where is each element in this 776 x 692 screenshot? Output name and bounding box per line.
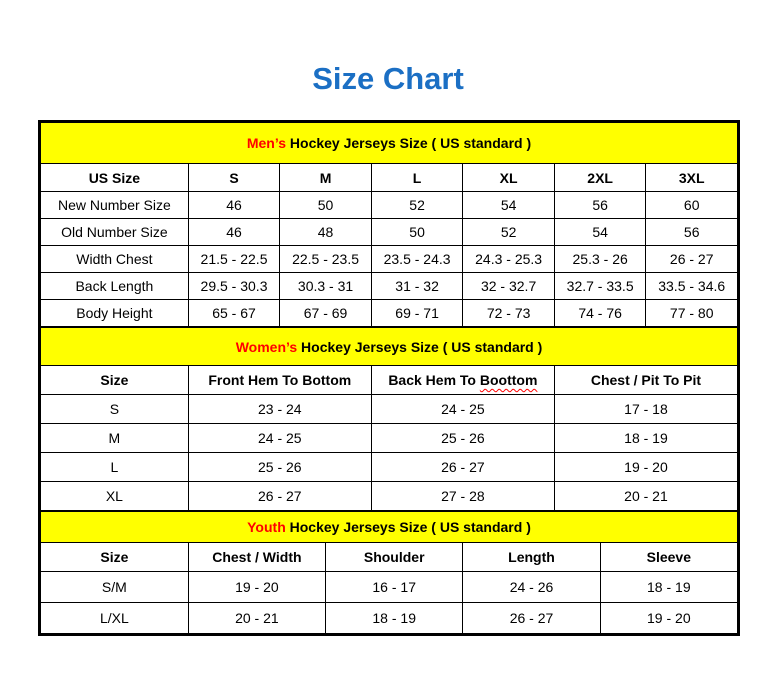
- women-section-banner: [41, 328, 738, 366]
- men-section-banner: [41, 123, 738, 164]
- youth-column-header: Length: [463, 543, 600, 572]
- men-table-row: [41, 219, 738, 246]
- women-size-cell: 25 - 26: [371, 424, 554, 453]
- women-size-cell: 20 - 21: [554, 482, 737, 511]
- misspelled-word: Boottom: [479, 372, 538, 388]
- women-row-label: XL: [41, 482, 189, 511]
- header-text: Back Hem To: [388, 372, 480, 388]
- men-banner-text: Hockey Jerseys Size ( US standard ): [286, 135, 532, 151]
- youth-row-label: S/M: [41, 572, 189, 603]
- men-size-cell: 67 - 69: [280, 300, 372, 327]
- youth-table-row: [41, 572, 738, 603]
- women-banner-text: Hockey Jerseys Size ( US standard ): [297, 338, 543, 355]
- men-size-cell: 56: [554, 192, 646, 219]
- men-size-cell: 22.5 - 23.5: [280, 246, 372, 273]
- women-size-cell: 18 - 19: [554, 424, 737, 453]
- youth-section-banner: [41, 512, 738, 543]
- women-column-header: Size: [41, 366, 189, 395]
- women-table-row: [41, 424, 738, 453]
- men-column-header: 2XL: [554, 164, 646, 192]
- women-size-cell: 23 - 24: [188, 395, 371, 424]
- youth-size-cell: 19 - 20: [188, 572, 325, 603]
- men-size-cell: 72 - 73: [463, 300, 555, 327]
- mens-size-table: [40, 122, 738, 327]
- men-size-cell: 48: [280, 219, 372, 246]
- women-table-row: [41, 395, 738, 424]
- youth-column-header: Shoulder: [326, 543, 463, 572]
- men-size-cell: 32 - 32.7: [463, 273, 555, 300]
- youth-table-row: [41, 603, 738, 634]
- women-row-label: L: [41, 453, 189, 482]
- women-row-label: S: [41, 395, 189, 424]
- youth-size-table: [40, 511, 738, 634]
- women-row-label: M: [41, 424, 189, 453]
- men-table-row: [41, 246, 738, 273]
- women-table-row: [41, 453, 738, 482]
- youth-banner-text: Hockey Jerseys Size ( US standard ): [285, 519, 531, 535]
- men-row-label: Old Number Size: [41, 219, 189, 246]
- men-column-header: M: [280, 164, 372, 192]
- youth-column-header: Sleeve: [600, 543, 737, 572]
- page-title: Size Chart: [312, 61, 464, 96]
- men-size-cell: 26 - 27: [646, 246, 738, 273]
- youth-size-cell: 24 - 26: [463, 572, 600, 603]
- women-column-header: [371, 366, 554, 395]
- youth-size-cell: 18 - 19: [600, 572, 737, 603]
- men-size-cell: 60: [646, 192, 738, 219]
- women-size-cell: 26 - 27: [188, 482, 371, 511]
- women-size-cell: 19 - 20: [554, 453, 737, 482]
- men-size-cell: 29.5 - 30.3: [188, 273, 280, 300]
- women-table-row: [41, 482, 738, 511]
- youth-size-cell: 26 - 27: [463, 603, 600, 634]
- men-size-cell: 33.5 - 34.6: [646, 273, 738, 300]
- men-size-cell: 74 - 76: [554, 300, 646, 327]
- men-size-cell: 21.5 - 22.5: [188, 246, 280, 273]
- youth-size-cell: 20 - 21: [188, 603, 325, 634]
- men-size-cell: 50: [280, 192, 372, 219]
- women-size-cell: 27 - 28: [371, 482, 554, 511]
- men-row-label: Width Chest: [41, 246, 189, 273]
- men-size-cell: 23.5 - 24.3: [371, 246, 463, 273]
- men-column-header: 3XL: [646, 164, 738, 192]
- women-column-header: Chest / Pit To Pit: [554, 366, 737, 395]
- youth-size-cell: 19 - 20: [600, 603, 737, 634]
- men-column-header: L: [371, 164, 463, 192]
- men-column-header: US Size: [41, 164, 189, 192]
- men-size-cell: 56: [646, 219, 738, 246]
- men-row-label: Back Length: [41, 273, 189, 300]
- women-size-cell: 24 - 25: [371, 395, 554, 424]
- women-banner-highlight: Women’s: [235, 338, 298, 355]
- men-size-cell: 54: [463, 192, 555, 219]
- men-size-cell: 52: [371, 192, 463, 219]
- men-size-cell: 46: [188, 192, 280, 219]
- youth-column-header: Size: [41, 543, 189, 572]
- women-size-cell: 24 - 25: [188, 424, 371, 453]
- men-row-label: Body Height: [41, 300, 189, 327]
- men-size-cell: 54: [554, 219, 646, 246]
- youth-row-label: L/XL: [41, 603, 189, 634]
- youth-size-cell: 16 - 17: [326, 572, 463, 603]
- youth-banner-highlight: Youth: [247, 519, 286, 535]
- men-size-cell: 25.3 - 26: [554, 246, 646, 273]
- men-size-cell: 69 - 71: [371, 300, 463, 327]
- women-size-cell: 17 - 18: [554, 395, 737, 424]
- men-size-cell: 77 - 80: [646, 300, 738, 327]
- men-table-row: [41, 192, 738, 219]
- youth-size-cell: 18 - 19: [326, 603, 463, 634]
- women-size-cell: 26 - 27: [371, 453, 554, 482]
- youth-column-header: Chest / Width: [188, 543, 325, 572]
- men-column-header: XL: [463, 164, 555, 192]
- womens-size-table: [40, 327, 738, 511]
- men-size-cell: 46: [188, 219, 280, 246]
- size-tables-container: [38, 120, 740, 636]
- men-table-row: [41, 273, 738, 300]
- men-banner-highlight: Men’s: [246, 135, 287, 151]
- men-row-label: New Number Size: [41, 192, 189, 219]
- men-size-cell: 31 - 32: [371, 273, 463, 300]
- men-size-cell: 65 - 67: [188, 300, 280, 327]
- men-size-cell: 52: [463, 219, 555, 246]
- men-size-cell: 32.7 - 33.5: [554, 273, 646, 300]
- men-column-header: S: [188, 164, 280, 192]
- men-size-cell: 24.3 - 25.3: [463, 246, 555, 273]
- men-table-row: [41, 300, 738, 327]
- men-size-cell: 50: [371, 219, 463, 246]
- men-size-cell: 30.3 - 31: [280, 273, 372, 300]
- women-column-header: Front Hem To Bottom: [188, 366, 371, 395]
- women-size-cell: 25 - 26: [188, 453, 371, 482]
